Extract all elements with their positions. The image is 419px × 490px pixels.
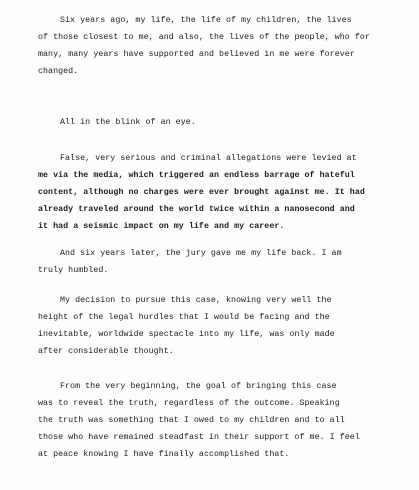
paragraph-jury-verdict — [38, 245, 408, 279]
paragraph-decision-to-pursue — [38, 292, 408, 360]
text-line: changed. — [38, 67, 79, 76]
text-line: many, many years have supported and believed in me were forever — [38, 50, 355, 59]
text-line: inevitable, worldwide spectacle into my life, was only made — [38, 330, 335, 339]
text-line: of those closest to me, and also, the lives of the people, who for — [38, 33, 370, 42]
text-line: False, very serious and criminal allegations were levied at — [60, 154, 357, 163]
text-line: it had a seismic impact on my life and my career. — [38, 222, 285, 231]
text-line: was to reveal the truth, regardless of the outcome. Speaking — [38, 399, 340, 408]
text-line: Six years ago, my life, the life of my children, the lives — [60, 16, 352, 25]
text-line: height of the legal hurdles that I would be facing and the — [38, 313, 330, 322]
text-line: All in the blink of an eye. — [60, 118, 196, 127]
text-line: those who have remained steadfast in their support of me. I feel — [38, 433, 360, 442]
text-line: the truth was something that I owed to my children and to all — [38, 416, 345, 425]
paragraph-six-years-ago — [38, 12, 408, 80]
text-line: From the very beginning, the goal of bringing this case — [60, 382, 337, 391]
text-line: content, although no charges were ever brought against me. It had — [38, 188, 365, 197]
paragraph-blink-of-an-eye — [38, 114, 408, 131]
text-line: truly humbled. — [38, 266, 109, 275]
paragraph-reveal-the-truth — [38, 378, 408, 463]
text-line: already traveled around the world twice within a nanosecond and — [38, 205, 355, 214]
text-line: My decision to pursue this case, knowing very well the — [60, 296, 332, 305]
text-line: me via the media, which triggered an endless barrage of hateful — [38, 171, 355, 180]
text-line: And six years later, the jury gave me my life back. I am — [60, 249, 342, 258]
text-line: at peace knowing I have finally accomplished that. — [38, 450, 290, 459]
text-line: after considerable thought. — [38, 347, 174, 356]
paragraph-false-allegations — [38, 150, 408, 235]
